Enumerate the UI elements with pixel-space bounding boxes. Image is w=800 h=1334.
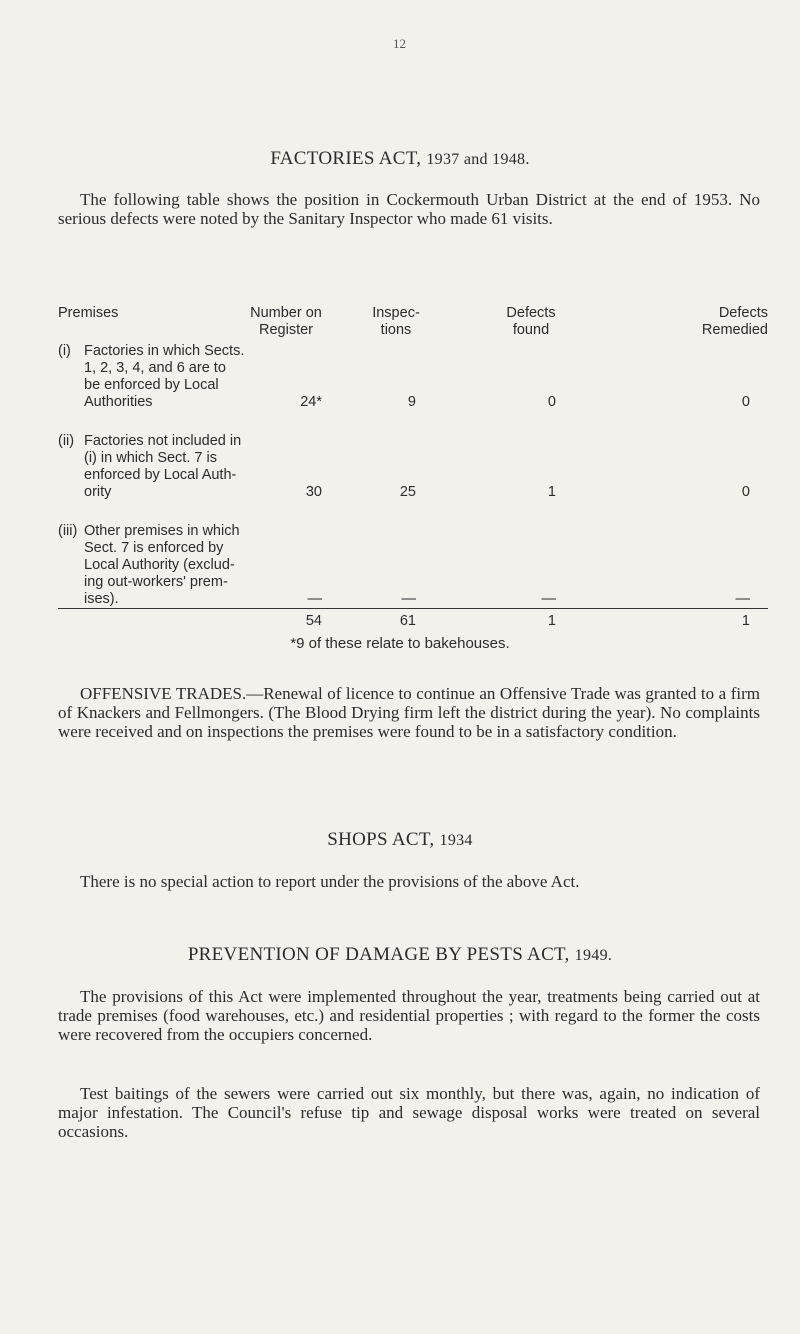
row-iii-found: —	[541, 591, 556, 607]
header-premises: Premises	[58, 305, 119, 321]
header-inspections-line2: tions	[380, 322, 412, 338]
factories-heading-years: 1937 and 1948.	[426, 151, 530, 168]
shops-heading-year: 1934	[439, 832, 473, 849]
total-remedied: 1	[741, 613, 750, 629]
row-ii-inspections: 25	[399, 484, 416, 500]
factories-intro-paragraph: The following table shows the position in Cockermouth Urban District at the end of 1953. No serious defects were noted by the Sanitary Inspector who made 61 visits.	[58, 190, 760, 228]
row-iii-inspections: —	[401, 591, 416, 607]
row-i-inspections: 9	[407, 394, 416, 410]
row-i-register: 24*	[300, 394, 322, 410]
row-i-found: 0	[547, 394, 556, 410]
row-iii-register: —	[307, 591, 322, 607]
shops-act-heading	[0, 829, 800, 851]
total-register: 54	[305, 613, 322, 629]
pests-heading-text: PREVENTION OF DAMAGE BY PESTS ACT,	[187, 944, 570, 965]
shops-heading-text: SHOPS ACT,	[327, 829, 435, 850]
table-total-rule	[58, 608, 768, 609]
header-remedied-line1: Defects	[718, 305, 768, 321]
pests-paragraph-2: Test baitings of the sewers were carried out six monthly, but there was, again, no indication of major infestation. The Council's refuse tip and sewage disposal works were treated on several occasions.	[58, 1084, 760, 1141]
row-ii-remedied: 0	[741, 484, 750, 500]
header-defects-remedied	[668, 305, 768, 339]
total-found: 1	[547, 613, 556, 629]
row-ii-register: 30	[305, 484, 322, 500]
row-i-remedied: 0	[741, 394, 750, 410]
factories-act-heading	[0, 148, 800, 170]
row-number: (ii)	[58, 433, 75, 449]
header-found-line2: found	[512, 322, 550, 338]
row-description: Factories in which Sects. 1, 2, 3, 4, and 6 are to be enforced by Local Authorities	[84, 343, 245, 410]
row-ii-found: 1	[547, 484, 556, 500]
factories-heading-text: FACTORIES ACT,	[270, 148, 422, 169]
pests-act-heading	[0, 944, 800, 966]
row-description: Factories not included in (i) in which Sect. 7 is enforced by Local Auth- ority	[84, 433, 242, 500]
row-description: Other premises in which Sect. 7 is enforced by Local Authority (exclud- ing out-workers' prem- ises).	[84, 523, 240, 607]
row-number: (iii)	[58, 523, 78, 539]
header-inspections-line1: Inspec-	[372, 305, 420, 321]
header-remedied-line2: Remedied	[701, 322, 768, 338]
pests-paragraph-1: The provisions of this Act were implemented throughout the year, treatments being carried out at trade premises (food warehouses, etc.) and residential properties ; with regard to the former the costs were recovered from the occupiers concerned.	[58, 987, 760, 1044]
header-register-line2: Register	[259, 322, 313, 338]
row-iii-remedied: —	[735, 591, 750, 607]
header-defects-found	[486, 305, 576, 339]
offensive-trades-paragraph: OFFENSIVE TRADES.—Renewal of licence to continue an Offensive Trade was granted to a firm of Knackers and Fellmongers. (The Blood Drying firm left the district during the year). No complaints were received and on inspections the premises were found to be in a satisfactory condition.	[58, 684, 760, 741]
row-number: (i)	[58, 343, 71, 359]
pests-heading-year: 1949.	[574, 947, 613, 964]
header-inspections	[356, 305, 436, 339]
header-register-line1: Number on	[250, 305, 322, 321]
table-footnote: *9 of these relate to bakehouses.	[290, 635, 510, 652]
page-number: 12	[393, 36, 406, 51]
header-number-on-register	[226, 305, 346, 339]
header-found-line1: Defects	[506, 305, 556, 321]
total-inspections: 61	[399, 613, 416, 629]
shops-paragraph: There is no special action to report under the provisions of the above Act.	[80, 872, 580, 891]
